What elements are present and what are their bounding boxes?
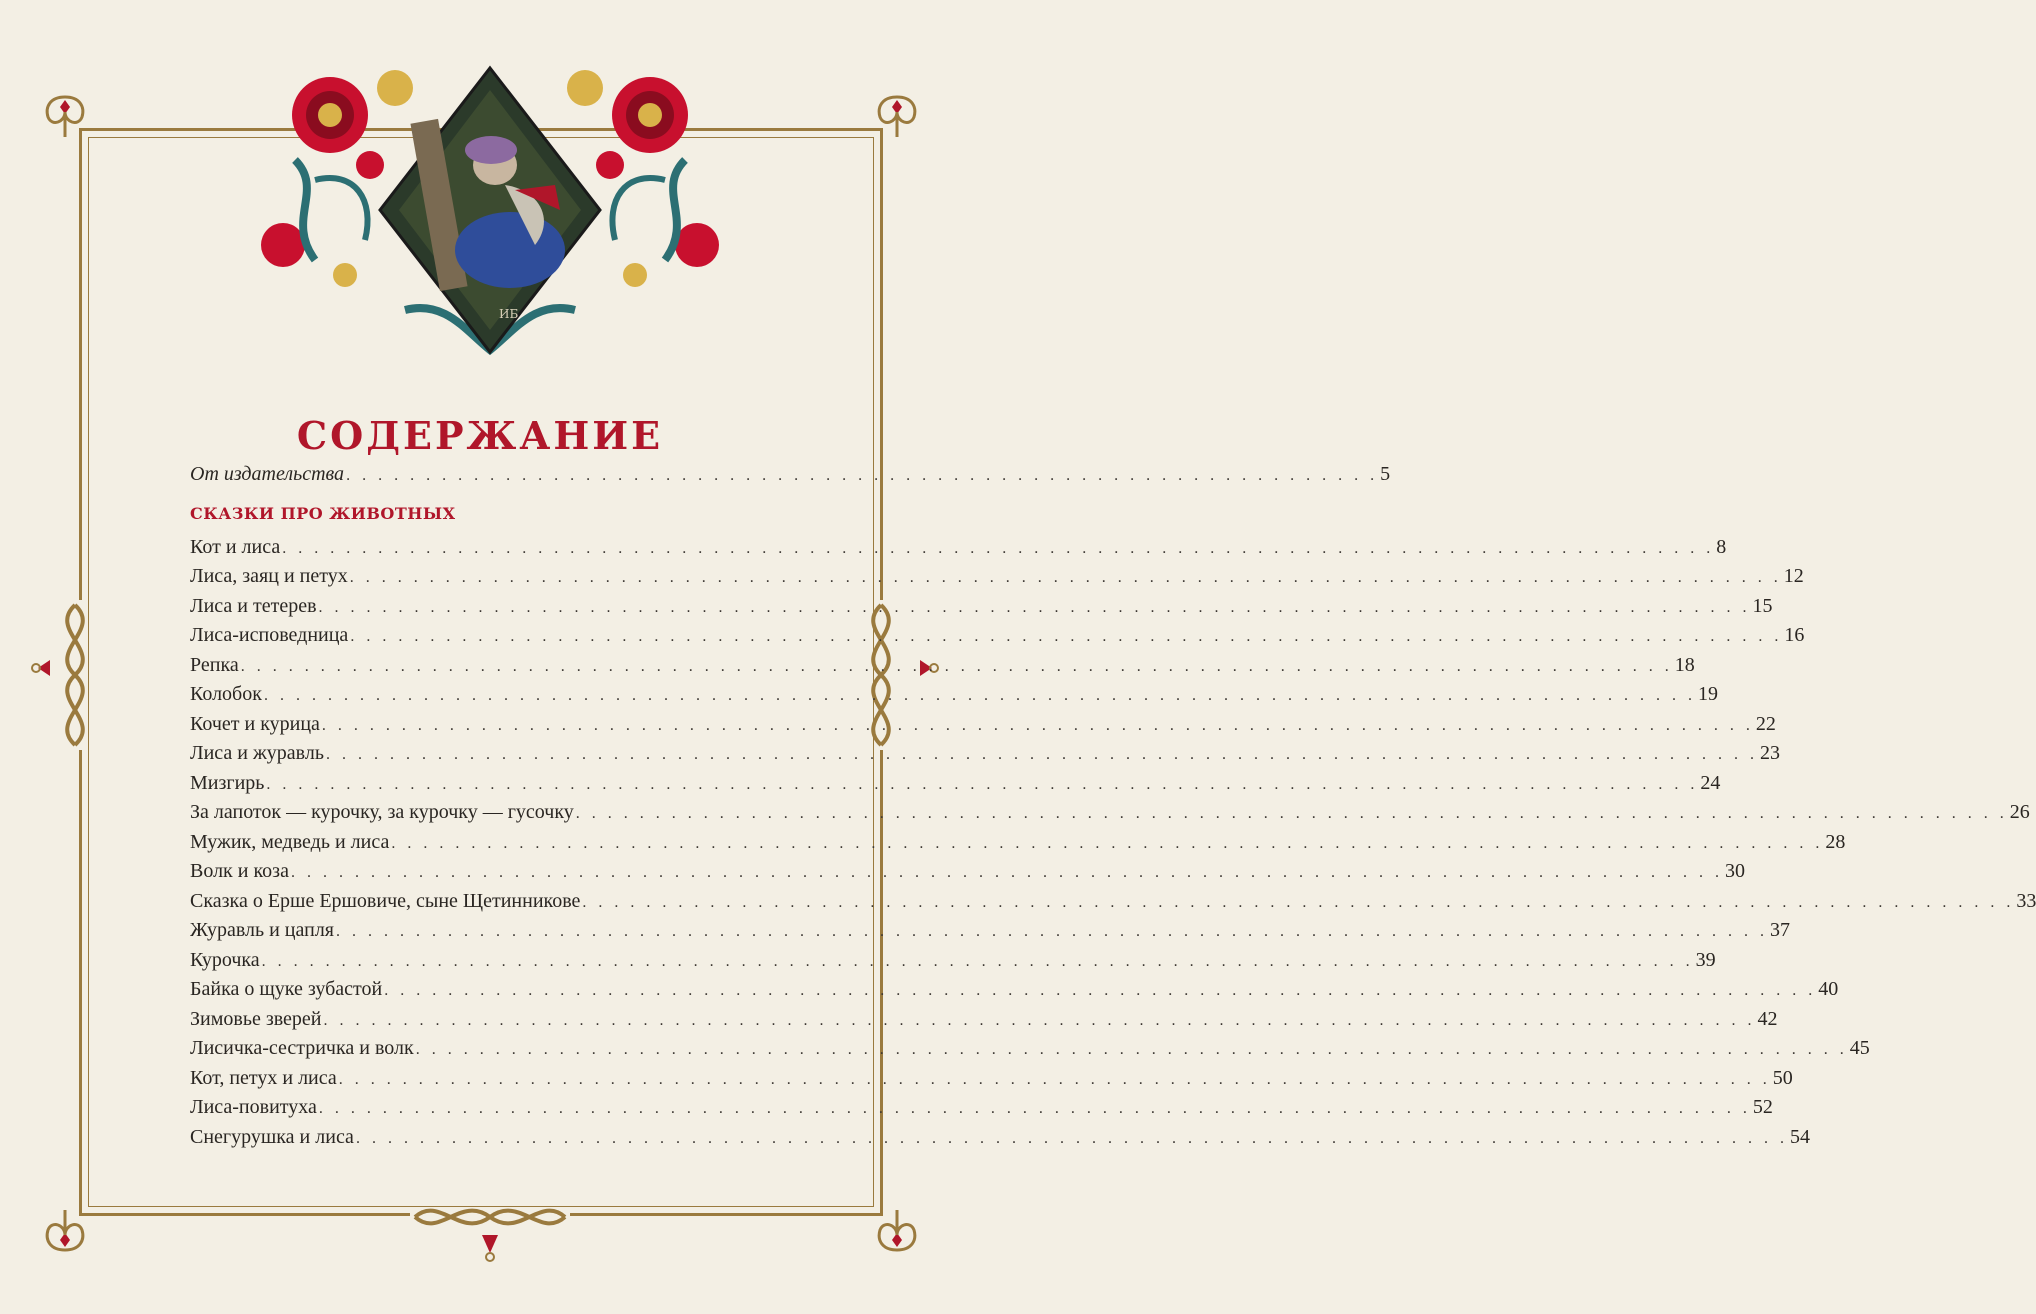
toc-entry-label: Лиса и журавль <box>190 742 324 764</box>
toc-page-number: 40 <box>1818 978 1839 1000</box>
toc-entry[interactable] <box>190 1064 1793 1094</box>
toc-leader-dots: . . . . . . . . . . . . . . . . . . . . . . . . . . . . . . . . . . . . . . . . . . . . . . . . . . . . . . . . . . . . . . . . . . . . . . . . . . . . . . . . . . . . . . . . . . <box>266 775 1699 793</box>
toc-entry-label: Снегурушка и лиса <box>190 1125 354 1148</box>
toc-entry-label: Лиса и тетерев <box>190 594 317 617</box>
toc-page-number: 23 <box>1759 742 1780 764</box>
toc-page-number: 15 <box>1752 594 1773 617</box>
toc-entry[interactable] <box>190 651 1695 681</box>
toc-entry-label: Журавль и цапля <box>190 919 335 941</box>
corner-ornament-top-right-icon <box>872 92 922 142</box>
toc-page-number: 37 <box>1770 919 1791 941</box>
toc-entry-label: Репка <box>190 653 239 676</box>
toc-leader-dots: . . . . . . . . . . . . . . . . . . . . . . . . . . . . . . . . . . . . . . . . . . . . . . . . . . . . . . . . . . . . . . . . . . . . . . . . . . . . . . . . . . . . . . . . . . <box>336 923 1769 940</box>
toc-entry-label: Байка о щуке зубастой <box>190 978 383 1000</box>
bottom-knot-ornament-icon <box>410 1195 570 1265</box>
toc-leader-dots: . . . . . . . . . . . . . . . . . . . . . . . . . . . . . . . . . . . . . . . . . . . . . . . . . . . . . . . . . . . . . . . . . . . . . . . . . . . . . . . . . . . . . . . . . . <box>263 687 1696 704</box>
toc-entry[interactable] <box>190 887 2036 917</box>
toc-leader-dots: . . . . . . . . . . . . . . . . . . . . . . . . . . . . . . . . . . . . . . . . . . . . . . . . . . . . . . . . . . . . . . . . . . . . . . . . . . . . . . . . . . . . . . . . . . <box>355 1129 1788 1147</box>
toc-leader-dots: . . . . . . . . . . . . . . . . . . . . . . . . . . . . . . . . . . . . . . . . . . . . . . . . . . . . . . . . . . . . . . . . . . . . . . . . . . . . . . . . . . . . . . . . . . <box>391 834 1824 852</box>
toc-entry-label: Мизгирь <box>190 771 265 794</box>
toc-leader-dots: . . . . . . . . . . . . . . . . . . . . . . . . . . . . . . . . . . . . . . . . . . . . . . . . . . . . . . . . . . . . . . . . . . . . . . . . . . . . . . . . . . . . . . . . . . <box>350 628 1783 645</box>
toc-page-number: 50 <box>1772 1066 1793 1089</box>
toc-page-number: 39 <box>1695 948 1716 971</box>
toc-leader-dots: . . . . . . . . . . . . . . . . . . . . . . . . . . . . . . . . . . . . . . . . . . . . . . . . . . . . . . . . . . . . . . . . . . . . . . . . . . . . . . . . . . . . . . . . . . <box>318 1100 1751 1117</box>
toc-entry-label: Лиса, заяц и петух <box>190 565 348 587</box>
toc-page-number: 45 <box>1849 1037 1870 1059</box>
toc-leader-dots: . . . . . . . . . . . . . . . . . . . . . . . . . . . . . . . . . . . . . . . . . . . . . . . . . . . . . . . . . . . . . . . . . . . . . . . . . . . . . . . . . . . . . . . . . . <box>323 1011 1756 1029</box>
toc-page-number: 8 <box>1716 535 1727 558</box>
toc-leader-dots: . . . . . . . . . . . . . . . . . . . . . . . . . . . . . . . . . . . . . . . . . . . . . . . . . . . . . . . . . . . . . . . . . . . . . . . . . . . . . . . . . . . . . . . . . . <box>290 864 1723 881</box>
toc-page-number: 12 <box>1783 565 1804 587</box>
corner-ornament-top-left-icon <box>40 92 90 142</box>
toc-page-number: 42 <box>1757 1007 1778 1030</box>
toc-leader-dots: . . . . . . . . . . . . . . . . . . . . . . . . . . . . . . . . . . . . . . . . . . . . . . . . . . . . . . . . . . . . . . . . . . . . . . . . . . . . . . . . . . . . . . . . . . <box>582 893 2015 911</box>
toc-entry-label: Волк и коза <box>190 860 289 882</box>
toc-page-number: 54 <box>1789 1125 1810 1148</box>
toc-leader-dots: . . . . . . . . . . . . . . . . . . . . . . . . . . . . . . . . . . . . . . . . . . . . . . . . . . . . . . . . . . . . . . . . . . . . . . . . . . . . . . . . . . . . . . . . . . <box>384 982 1817 999</box>
toc-entry-label: Лисичка-сестричка и волк <box>190 1037 414 1059</box>
toc-entry[interactable] <box>190 680 1718 710</box>
toc-leader-dots: . . . . . . . . . . . . . . . . . . . . . . . . . . . . . . . . . . . . . . . . . . . . . . . . . . . . . . . . . . . . . . . . . . . . . . . . . . . . . . . . . . . . . . . . . . <box>282 539 1715 557</box>
toc-entry[interactable] <box>190 1123 1810 1153</box>
toc-page-number: 5 <box>1380 463 1391 485</box>
toc-entry-label: Зимовье зверей <box>190 1007 322 1030</box>
toc-entry-label: За лапоток — курочку, за курочку — гусочку <box>190 801 574 823</box>
toc-entry[interactable] <box>190 1005 1778 1035</box>
toc-entry-label: Кот и лиса <box>190 535 281 558</box>
toc-entry[interactable] <box>190 916 1791 946</box>
toc-leader-dots: . . . . . . . . . . . . . . . . . . . . . . . . . . . . . . . . . . . . . . . . . . . . . . . . . . . . . . . . . . . . . . . . . <box>346 467 1379 484</box>
toc-entry[interactable] <box>190 562 1804 592</box>
toc-page-number: 18 <box>1674 653 1695 676</box>
toc-entry-label: Колобок <box>190 683 262 705</box>
toc-entry[interactable] <box>190 857 1745 887</box>
toc-entry-label: Курочка <box>190 948 260 971</box>
toc-entry[interactable] <box>190 798 2030 828</box>
toc-entry-label: Лиса-повитуха <box>190 1096 317 1118</box>
toc-page-number: 28 <box>1825 830 1846 853</box>
toc-entry-label: Лиса-исповедница <box>190 624 349 646</box>
toc-leader-dots: . . . . . . . . . . . . . . . . . . . . . . . . . . . . . . . . . . . . . . . . . . . . . . . . . . . . . . . . . . . . . . . . . . . . . . . . . . . . . . . . . . . . . . . . . . <box>349 569 1782 586</box>
toc-entry-label: Кот, петух и лиса <box>190 1066 337 1089</box>
svg-text:ИБ: ИБ <box>499 307 519 321</box>
toc-entry-label: Мужик, медведь и лиса <box>190 830 390 853</box>
toc-page-number: 22 <box>1755 712 1776 735</box>
toc-leader-dots: . . . . . . . . . . . . . . . . . . . . . . . . . . . . . . . . . . . . . . . . . . . . . . . . . . . . . . . . . . . . . . . . . . . . . . . . . . . . . . . . . . . . . . . . . . <box>325 746 1758 763</box>
left-flower-icon <box>261 70 413 287</box>
toc-page-number: 33 <box>2016 889 2036 912</box>
right-flower-icon <box>567 70 719 287</box>
toc-leader-dots: . . . . . . . . . . . . . . . . . . . . . . . . . . . . . . . . . . . . . . . . . . . . . . . . . . . . . . . . . . . . . . . . . . . . . . . . . . . . . . . . . . . . . . . . . . <box>318 598 1751 616</box>
left-knot-ornament-icon <box>28 600 108 750</box>
toc-entry[interactable] <box>190 533 1727 563</box>
toc-entry[interactable] <box>190 975 1839 1005</box>
toc-entry-label: Кочет и курица <box>190 712 320 735</box>
toc-leader-dots: . . . . . . . . . . . . . . . . . . . . . . . . . . . . . . . . . . . . . . . . . . . . . . . . . . . . . . . . . . . . . . . . . . . . . . . . . . . . . . . . . . . . . . . . . . <box>338 1070 1771 1088</box>
corner-ornament-bottom-right-icon <box>872 1205 922 1255</box>
toc-leader-dots: . . . . . . . . . . . . . . . . . . . . . . . . . . . . . . . . . . . . . . . . . . . . . . . . . . . . . . . . . . . . . . . . . . . . . . . . . . . . . . . . . . . . . . . . . . <box>415 1041 1848 1058</box>
folk-tale-illustration <box>255 60 725 360</box>
section-heading: СКАЗКИ ПРО ЖИВОТНЫХ <box>190 503 456 523</box>
toc-page-number: 30 <box>1724 860 1745 882</box>
toc-page-number: 19 <box>1697 683 1718 705</box>
toc-entry[interactable] <box>190 769 1721 799</box>
toc-entry[interactable] <box>190 621 1805 651</box>
toc-entry[interactable] <box>190 946 1716 976</box>
toc-leader-dots: . . . . . . . . . . . . . . . . . . . . . . . . . . . . . . . . . . . . . . . . . . . . . . . . . . . . . . . . . . . . . . . . . . . . . . . . . . . . . . . . . . . . . . . . . . <box>240 657 1673 675</box>
toc-page-number: 26 <box>2009 801 2030 823</box>
toc-entry[interactable] <box>190 710 1776 740</box>
toc-entry[interactable] <box>190 828 1846 858</box>
toc-entry-label: От издательства <box>190 463 345 485</box>
toc-entry-label: Сказка о Ерше Ершовиче, сыне Щетинникове <box>190 889 581 912</box>
toc-entry[interactable] <box>190 592 1773 622</box>
page-title: СОДЕРЖАНИЕ <box>296 413 664 459</box>
toc-page-number: 52 <box>1752 1096 1773 1118</box>
toc-entry[interactable] <box>190 1034 1870 1064</box>
toc-entry-intro[interactable] <box>190 460 1391 490</box>
toc-entry[interactable] <box>190 739 1780 769</box>
toc-entry[interactable] <box>190 1093 1773 1123</box>
corner-ornament-bottom-left-icon <box>40 1205 90 1255</box>
toc-page-number: 16 <box>1784 624 1805 646</box>
toc-entry-list <box>190 533 2036 1153</box>
toc-leader-dots: . . . . . . . . . . . . . . . . . . . . . . . . . . . . . . . . . . . . . . . . . . . . . . . . . . . . . . . . . . . . . . . . . . . . . . . . . . . . . . . . . . . . . . . . . . <box>321 716 1754 734</box>
toc-leader-dots: . . . . . . . . . . . . . . . . . . . . . . . . . . . . . . . . . . . . . . . . . . . . . . . . . . . . . . . . . . . . . . . . . . . . . . . . . . . . . . . . . . . . . . . . . . <box>261 952 1694 970</box>
toc-leader-dots: . . . . . . . . . . . . . . . . . . . . . . . . . . . . . . . . . . . . . . . . . . . . . . . . . . . . . . . . . . . . . . . . . . . . . . . . . . . . . . . . . . . . . . . . . . <box>575 805 2008 822</box>
table-of-contents <box>190 460 2036 1152</box>
toc-page-number: 24 <box>1700 771 1721 794</box>
